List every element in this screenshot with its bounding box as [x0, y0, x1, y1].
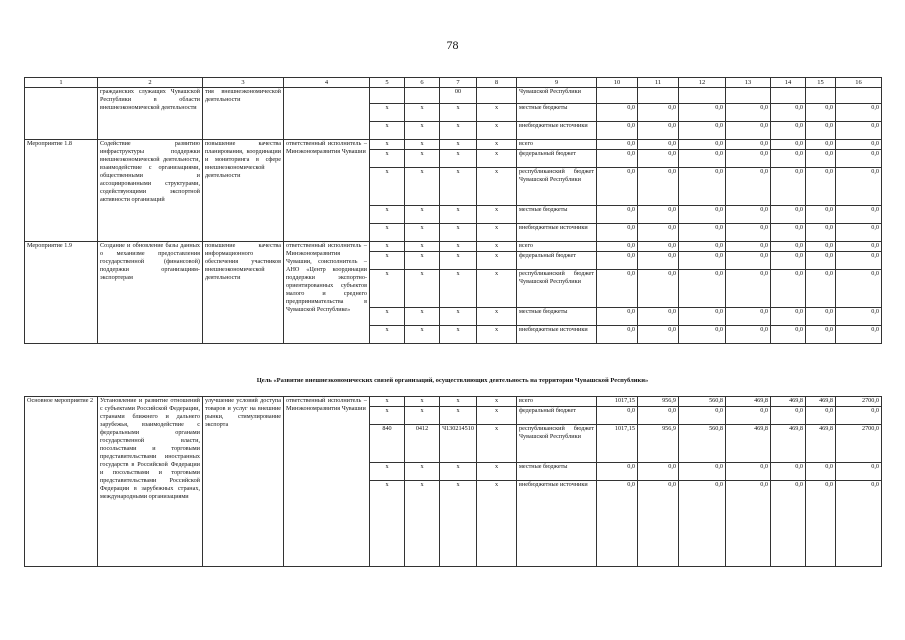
amount-cell: 0,0: [806, 481, 836, 567]
amount-cell: 0,0: [679, 463, 726, 481]
header-cell: 3: [203, 78, 284, 88]
code-section: х: [405, 104, 440, 122]
amount-cell: 0,0: [638, 140, 679, 150]
code-expense-group: х: [477, 326, 517, 344]
amount-cell: 0,0: [771, 481, 806, 567]
amount-cell: 0,0: [679, 308, 726, 326]
code-section: х: [405, 224, 440, 242]
header-cell: 9: [517, 78, 597, 88]
code-target-article: х: [440, 397, 477, 407]
code-expense-group: х: [477, 463, 517, 481]
funding-source: республиканский бюджет Чувашской Республики: [517, 168, 597, 206]
code-section: х: [405, 242, 440, 252]
table-row: [25, 88, 882, 104]
amount-cell: 0,0: [597, 206, 638, 224]
amount-cell: 0,0: [806, 168, 836, 206]
executor: ответственный исполнитель – Минэкономразвития Чувашии: [284, 140, 370, 242]
amount-cell: 0,0: [726, 104, 771, 122]
header-cell: 13: [726, 78, 771, 88]
amount-cell: 0,0: [597, 122, 638, 140]
amount-cell: 0,0: [638, 481, 679, 567]
funding-source: всего: [517, 140, 597, 150]
code-target-article: х: [440, 206, 477, 224]
amount-cell: [806, 88, 836, 104]
code-section: х: [405, 407, 440, 425]
amount-cell: 0,0: [836, 168, 882, 206]
amount-cell: 0,0: [836, 140, 882, 150]
amount-cell: 0,0: [679, 224, 726, 242]
code-section: х: [405, 168, 440, 206]
activity-name: гражданских служащих Чувашской Республики в области внешнеэкономической деятельности: [98, 88, 203, 140]
activity-number: [25, 88, 98, 140]
code-grbs: х: [370, 104, 405, 122]
amount-cell: 0,0: [726, 326, 771, 344]
activity-number: Основное мероприятие 2: [25, 397, 98, 567]
code-expense-group: х: [477, 425, 517, 463]
code-section: х: [405, 463, 440, 481]
amount-cell: 0,0: [597, 270, 638, 308]
funding-source: федеральный бюджет: [517, 407, 597, 425]
amount-cell: 0,0: [679, 252, 726, 270]
code-grbs: х: [370, 252, 405, 270]
amount-cell: 0,0: [638, 270, 679, 308]
code-target-article: х: [440, 168, 477, 206]
amount-cell: 1017,15: [597, 425, 638, 463]
code-expense-group: х: [477, 397, 517, 407]
amount-cell: 0,0: [638, 242, 679, 252]
code-expense-group: х: [477, 206, 517, 224]
funding-source: всего: [517, 397, 597, 407]
amount-cell: 0,0: [726, 481, 771, 567]
code-target-article: х: [440, 308, 477, 326]
code-target-article: х: [440, 150, 477, 168]
activity-number: Мероприятие 1.8: [25, 140, 98, 242]
amount-cell: 0,0: [726, 224, 771, 242]
funding-source: республиканский бюджет Чувашской Республики: [517, 425, 597, 463]
code-target-article: х: [440, 463, 477, 481]
funding-source: местные бюджеты: [517, 308, 597, 326]
code-grbs: х: [370, 168, 405, 206]
amount-cell: 0,0: [836, 224, 882, 242]
code-target-article: х: [440, 224, 477, 242]
code-target-article: х: [440, 140, 477, 150]
amount-cell: 0,0: [836, 326, 882, 344]
code-section: х: [405, 140, 440, 150]
amount-cell: 0,0: [638, 407, 679, 425]
funding-source: республиканский бюджет Чувашской Республики: [517, 270, 597, 308]
amount-cell: 0,0: [836, 206, 882, 224]
activity-name: Установление и развитие отношений с субъектами Российской Федерации, странами ближнего и дальнего зарубежья, взаимодействие с федеральными органами государственной власти, посольствами и торговыми представительствами иностранных государств в Российской Федерации и посольствами и торговыми представительствами Российской Федерации в зарубежных странах, международными организациями: [98, 397, 203, 567]
amount-cell: 0,0: [597, 140, 638, 150]
funding-source: внебюджетные источники: [517, 481, 597, 567]
amount-cell: 0,0: [771, 122, 806, 140]
header-cell: 11: [638, 78, 679, 88]
code-target-article: х: [440, 326, 477, 344]
amount-cell: 0,0: [638, 463, 679, 481]
code-section: х: [405, 270, 440, 308]
amount-cell: [679, 88, 726, 104]
amount-cell: 0,0: [836, 104, 882, 122]
funding-source: внебюджетные источники: [517, 326, 597, 344]
code-section: 0412: [405, 425, 440, 463]
amount-cell: 0,0: [597, 308, 638, 326]
code-grbs: х: [370, 481, 405, 567]
amount-cell: 0,0: [771, 326, 806, 344]
amount-cell: 0,0: [679, 104, 726, 122]
amount-cell: 0,0: [679, 481, 726, 567]
code-section: х: [405, 397, 440, 407]
amount-cell: 0,0: [806, 326, 836, 344]
code-section: х: [405, 326, 440, 344]
funding-source: местные бюджеты: [517, 104, 597, 122]
amount-cell: 0,0: [771, 104, 806, 122]
amount-cell: 0,0: [726, 270, 771, 308]
amount-cell: 0,0: [806, 252, 836, 270]
funding-source: внебюджетные источники: [517, 224, 597, 242]
amount-cell: 0,0: [726, 242, 771, 252]
amount-cell: 0,0: [638, 122, 679, 140]
executor: ответственный исполнитель – Минэкономразвития Чувашии: [284, 397, 370, 567]
amount-cell: 0,0: [679, 206, 726, 224]
amount-cell: 469,8: [771, 425, 806, 463]
amount-cell: 469,8: [806, 397, 836, 407]
amount-cell: 0,0: [726, 308, 771, 326]
amount-cell: 2700,0: [836, 425, 882, 463]
code-target-article: х: [440, 270, 477, 308]
executor: [284, 88, 370, 140]
amount-cell: 0,0: [771, 252, 806, 270]
amount-cell: 0,0: [806, 140, 836, 150]
header-cell: 7: [440, 78, 477, 88]
amount-cell: 0,0: [638, 104, 679, 122]
amount-cell: [771, 88, 806, 104]
code-section: х: [405, 206, 440, 224]
page-number: 78: [446, 38, 459, 52]
amount-cell: 0,0: [771, 168, 806, 206]
amount-cell: 0,0: [806, 122, 836, 140]
amount-cell: 0,0: [806, 104, 836, 122]
amount-cell: 0,0: [806, 270, 836, 308]
amount-cell: 0,0: [597, 252, 638, 270]
amount-cell: 0,0: [638, 224, 679, 242]
header-cell: 1: [25, 78, 98, 88]
header-cell: 14: [771, 78, 806, 88]
amount-cell: 0,0: [771, 270, 806, 308]
amount-cell: 560,8: [679, 397, 726, 407]
activity-number: Мероприятие 1.9: [25, 242, 98, 344]
amount-cell: 0,0: [836, 407, 882, 425]
funding-source: местные бюджеты: [517, 206, 597, 224]
code-target-article: Ч130214510: [440, 425, 477, 463]
amount-cell: 0,0: [806, 407, 836, 425]
amount-cell: [638, 88, 679, 104]
code-grbs: х: [370, 407, 405, 425]
code-section: х: [405, 122, 440, 140]
amount-cell: 956,9: [638, 425, 679, 463]
activity-name: Создание и обновление базы данных о механизме предоставления государственной (финансовой) поддержки организациям-экспортерам: [98, 242, 203, 344]
amount-cell: 0,0: [679, 270, 726, 308]
code-target-article: х: [440, 252, 477, 270]
code-target-article: х: [440, 481, 477, 567]
amount-cell: 0,0: [638, 168, 679, 206]
amount-cell: 0,0: [836, 252, 882, 270]
executor: ответственный исполнитель – Минэкономразвития Чувашии, соисполнитель – АНО «Центр координации поддержки экспортно-ориентированных субъектов малого и среднего предпринимательства в Чувашской Республике»: [284, 242, 370, 344]
amount-cell: 560,8: [679, 425, 726, 463]
amount-cell: 0,0: [679, 242, 726, 252]
amount-cell: 0,0: [771, 463, 806, 481]
code-grbs: [370, 88, 405, 104]
amount-cell: 0,0: [597, 168, 638, 206]
code-expense-group: [477, 88, 517, 104]
amount-cell: 0,0: [597, 242, 638, 252]
code-grbs: х: [370, 397, 405, 407]
amount-cell: 0,0: [771, 242, 806, 252]
table-row: [25, 242, 882, 252]
funding-source: Чувашской Республики: [517, 88, 597, 104]
amount-cell: 0,0: [679, 150, 726, 168]
header-cell: 16: [836, 78, 882, 88]
amount-cell: 0,0: [771, 308, 806, 326]
code-expense-group: х: [477, 122, 517, 140]
amount-cell: 0,0: [836, 242, 882, 252]
amount-cell: 0,0: [836, 481, 882, 567]
funding-source: федеральный бюджет: [517, 252, 597, 270]
code-target-article: 00: [440, 88, 477, 104]
amount-cell: 0,0: [597, 150, 638, 168]
code-section: х: [405, 150, 440, 168]
amount-cell: 0,0: [771, 224, 806, 242]
expected-result: повышение качества информационного обеспечения участников внешнеэкономической деятельности: [203, 242, 284, 344]
amount-cell: 0,0: [638, 252, 679, 270]
amount-cell: 0,0: [679, 168, 726, 206]
goal-heading: Цель «Развитие внешнеэкономических связей организаций, осуществляющих деятельность на территории Чувашской Республики»: [256, 377, 649, 384]
header-cell: 2: [98, 78, 203, 88]
table-row: [25, 140, 882, 150]
funding-source: местные бюджеты: [517, 463, 597, 481]
main-activity-table: [24, 396, 882, 567]
amount-cell: 0,0: [597, 463, 638, 481]
code-expense-group: х: [477, 270, 517, 308]
code-grbs: х: [370, 122, 405, 140]
amount-cell: 0,0: [806, 242, 836, 252]
funding-source: внебюджетные источники: [517, 122, 597, 140]
funding-source: всего: [517, 242, 597, 252]
code-target-article: х: [440, 242, 477, 252]
code-expense-group: х: [477, 252, 517, 270]
code-expense-group: х: [477, 140, 517, 150]
code-grbs: х: [370, 224, 405, 242]
expected-result: тия внешнеэкономической деятельности: [203, 88, 284, 140]
activity-name: Содействие развитию инфраструктуры поддержки внешнеэкономической деятельности, взаимодействие с организациями, общественными и ассоциированными структурами, содействующими экспортной активности организаций: [98, 140, 203, 242]
amount-cell: 0,0: [726, 122, 771, 140]
code-target-article: х: [440, 104, 477, 122]
amount-cell: 469,8: [726, 397, 771, 407]
header-cell: 6: [405, 78, 440, 88]
expected-result: повышение качества планирования, координации и мониторинга в сфере внешнеэкономической деятельности: [203, 140, 284, 242]
code-section: [405, 88, 440, 104]
header-cell: 12: [679, 78, 726, 88]
code-section: х: [405, 481, 440, 567]
amount-cell: 0,0: [726, 463, 771, 481]
amount-cell: 469,8: [726, 425, 771, 463]
amount-cell: [597, 88, 638, 104]
code-expense-group: х: [477, 168, 517, 206]
amount-cell: 0,0: [597, 481, 638, 567]
code-grbs: х: [370, 270, 405, 308]
code-grbs: х: [370, 206, 405, 224]
amount-cell: 0,0: [597, 224, 638, 242]
header-cell: 8: [477, 78, 517, 88]
code-expense-group: х: [477, 104, 517, 122]
amount-cell: 0,0: [806, 224, 836, 242]
header-cell: 5: [370, 78, 405, 88]
amount-cell: 0,0: [597, 407, 638, 425]
header-cell: 10: [597, 78, 638, 88]
amount-cell: 0,0: [597, 326, 638, 344]
code-target-article: х: [440, 407, 477, 425]
amount-cell: [836, 88, 882, 104]
amount-cell: [726, 88, 771, 104]
amount-cell: 0,0: [597, 104, 638, 122]
amount-cell: 469,8: [806, 425, 836, 463]
code-expense-group: х: [477, 242, 517, 252]
amount-cell: 0,0: [806, 150, 836, 168]
code-section: х: [405, 252, 440, 270]
amount-cell: 0,0: [638, 326, 679, 344]
amount-cell: 0,0: [771, 150, 806, 168]
amount-cell: 0,0: [806, 206, 836, 224]
table-row: [25, 397, 882, 407]
amount-cell: 1017,15: [597, 397, 638, 407]
code-expense-group: х: [477, 150, 517, 168]
code-expense-group: х: [477, 481, 517, 567]
amount-cell: 0,0: [836, 122, 882, 140]
header-row: [25, 78, 882, 88]
amount-cell: 0,0: [836, 150, 882, 168]
amount-cell: 0,0: [771, 407, 806, 425]
amount-cell: 0,0: [726, 168, 771, 206]
amount-cell: 0,0: [836, 463, 882, 481]
code-grbs: х: [370, 242, 405, 252]
amount-cell: 0,0: [638, 150, 679, 168]
code-grbs: х: [370, 326, 405, 344]
amount-cell: 0,0: [679, 407, 726, 425]
amount-cell: 0,0: [771, 140, 806, 150]
amount-cell: 0,0: [726, 407, 771, 425]
expected-result: улучшение условий доступа товаров и услуг на внешние рынки, стимулирование экспорта: [203, 397, 284, 567]
amount-cell: 0,0: [806, 308, 836, 326]
amount-cell: 0,0: [638, 206, 679, 224]
code-expense-group: х: [477, 224, 517, 242]
amount-cell: 0,0: [726, 140, 771, 150]
code-grbs: х: [370, 150, 405, 168]
code-expense-group: х: [477, 308, 517, 326]
amount-cell: 0,0: [836, 270, 882, 308]
code-grbs: х: [370, 308, 405, 326]
amount-cell: 0,0: [726, 150, 771, 168]
amount-cell: 0,0: [836, 308, 882, 326]
amount-cell: 0,0: [771, 206, 806, 224]
amount-cell: 0,0: [679, 122, 726, 140]
amount-cell: 0,0: [726, 252, 771, 270]
amount-cell: 469,8: [771, 397, 806, 407]
code-expense-group: х: [477, 407, 517, 425]
code-grbs: х: [370, 140, 405, 150]
amount-cell: 0,0: [638, 308, 679, 326]
amount-cell: 0,0: [726, 206, 771, 224]
funding-source: федеральный бюджет: [517, 150, 597, 168]
amount-cell: 2700,0: [836, 397, 882, 407]
code-grbs: 840: [370, 425, 405, 463]
amount-cell: 0,0: [679, 326, 726, 344]
code-target-article: х: [440, 122, 477, 140]
code-section: х: [405, 308, 440, 326]
code-grbs: х: [370, 463, 405, 481]
header-cell: 15: [806, 78, 836, 88]
amount-cell: 0,0: [806, 463, 836, 481]
amount-cell: 0,0: [679, 140, 726, 150]
program-table: [24, 77, 882, 344]
amount-cell: 956,9: [638, 397, 679, 407]
header-cell: 4: [284, 78, 370, 88]
